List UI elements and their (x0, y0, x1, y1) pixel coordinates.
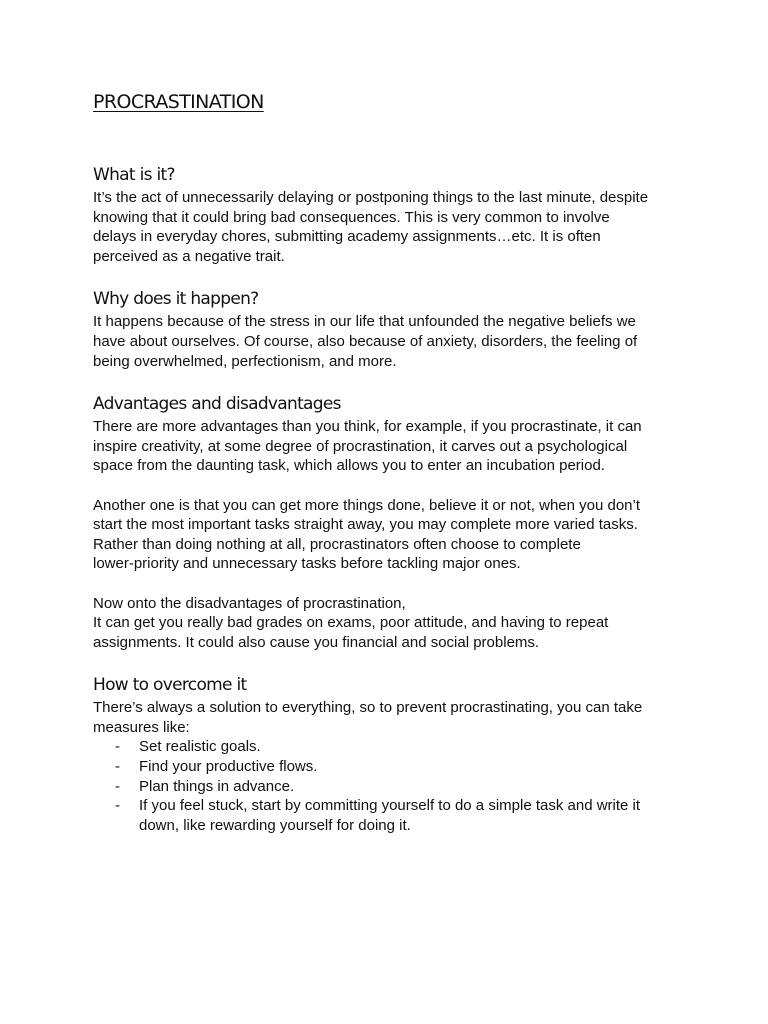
bullet-dash: - (115, 797, 120, 815)
section-paragraph: Now onto the disadvantages of procrastination, It can get you really bad grades on exams, poor attitude, and having to repeat assignments. It could also cause you financial and social problems. (93, 594, 609, 651)
list-item-text: Set realistic goals. (139, 738, 261, 756)
document-title: PROCRASTINATION (93, 91, 264, 113)
list-item (115, 796, 668, 835)
section-paragraph: Another one is that you can get more things done, believe it or not, when you don’t start the most important tasks straight away, you may complete more varied tasks. Rather than doing nothing at all, procrastinators often choose to complete lower-priority and unnecessary tasks before tackling major ones. (93, 496, 641, 573)
bullet-list (93, 737, 668, 835)
list-item (115, 737, 668, 757)
list-item-text: Plan things in advance. (139, 777, 295, 795)
section-heading: What is it? (93, 165, 175, 185)
section-paragraph: It happens because of the stress in our life that unfounded the negative beliefs we have about ourselves. Of course, also because of anxiety, disorders, the feeling of being overwhelmed, perfectionism, and more. (93, 313, 638, 370)
section-heading: Advantages and disadvantages (93, 394, 341, 415)
list-item-text: Find your productive flows. (139, 758, 318, 776)
section-paragraph: It’s the act of unnecessarily delaying or postponing things to the last minute, despite knowing that it could bring bad consequences. This is very common to involve delays in everyday chores, submitting academy assignments…etc. It is often perceived as a negative trait. (93, 189, 649, 265)
list-item (115, 757, 668, 777)
section-heading: Why does it happen? (93, 289, 259, 310)
section-why-does-it-happen (93, 286, 668, 371)
section-paragraph: There are more advantages than you think, for example, if you procrastinate, it can inspire creativity, at some degree of procrastination, it carves out a psychological space from the daunting task, which allows you to enter an incubation period. (93, 418, 642, 475)
section-heading: How to overcome it (93, 675, 247, 696)
list-item (115, 777, 668, 797)
section-how-to-overcome (93, 672, 668, 835)
bullet-dash: - (115, 777, 120, 795)
paragraph-spacer (93, 574, 668, 594)
section-what-is-it (93, 162, 668, 266)
paragraph-spacer (93, 476, 668, 496)
section-advantages-disadvantages (93, 391, 668, 652)
bullet-dash: - (115, 758, 120, 776)
bullet-dash: - (115, 738, 120, 756)
section-paragraph: There’s always a solution to everything, so to prevent procrastinating, you can take measures like: (93, 699, 643, 736)
list-item-text: If you feel stuck, start by committing yourself to do a simple task and write it down, like rewarding yourself for doing it. (139, 797, 641, 834)
